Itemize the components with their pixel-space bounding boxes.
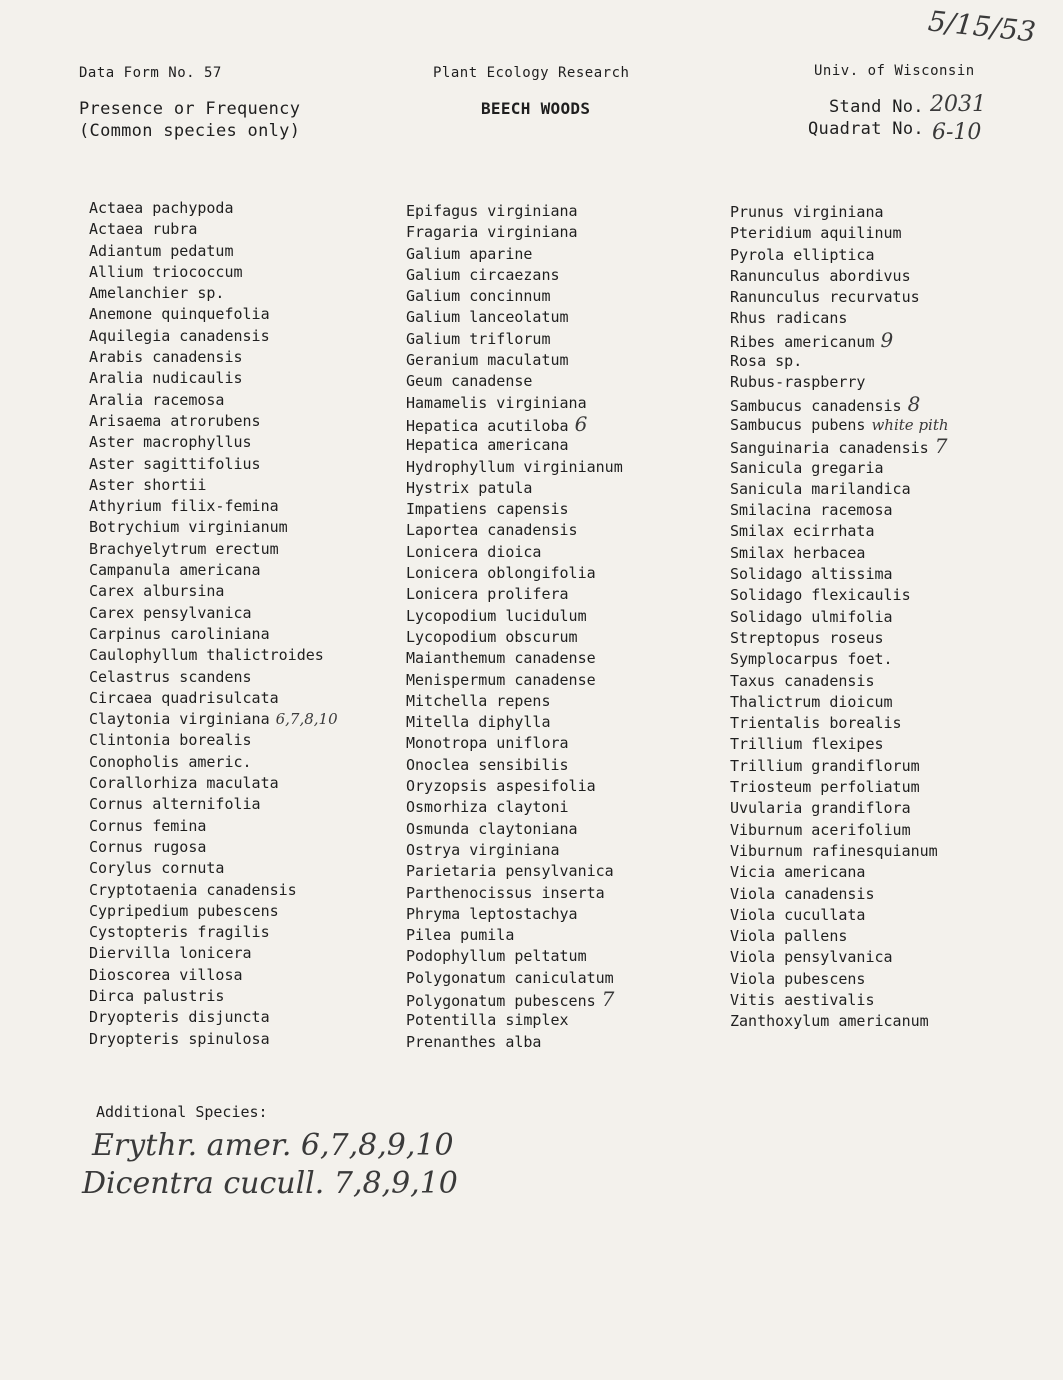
species-item (406, 840, 623, 861)
species-name: Aster sagittifolius (89, 454, 261, 473)
species-item (730, 841, 949, 862)
species-name: Anemone quinquefolia (89, 305, 270, 324)
species-name: Ostrya virginiana (406, 840, 560, 859)
species-name: Prenanthes alba (406, 1032, 542, 1051)
species-item (89, 475, 338, 496)
species-name: Lycopodium obscurum (406, 627, 578, 646)
species-item (730, 820, 949, 841)
species-item (730, 777, 949, 798)
center-title: Plant Ecology Research (433, 65, 630, 81)
species-item (406, 883, 623, 904)
species-item (730, 884, 949, 905)
species-name: Ranunculus recurvatus (730, 288, 920, 307)
species-name: Symplocarpus foet. (730, 650, 893, 669)
species-item (730, 1011, 949, 1032)
species-item (89, 709, 338, 730)
species-name: Vicia americana (730, 863, 866, 882)
species-name: Solidago altissima (730, 565, 893, 584)
species-item (406, 968, 623, 989)
species-item (89, 432, 338, 453)
species-item (406, 350, 623, 371)
species-name: Hepatica acutiloba (406, 416, 569, 435)
species-name: Trillium grandiflorum (730, 756, 920, 775)
species-item (89, 539, 338, 560)
species-name: Actaea rubra (89, 220, 198, 239)
additional-species-entry: Dicentra cucull. 7,8,9,10 (82, 1166, 458, 1201)
species-name: Lonicera dioica (406, 542, 542, 561)
species-name: Potentilla simplex (406, 1011, 569, 1030)
species-column-3 (730, 202, 949, 1033)
species-item (406, 520, 623, 541)
species-name: Corallorhiza maculata (89, 774, 279, 793)
form-type-line2: (Common species only) (79, 121, 301, 141)
species-item (89, 688, 338, 709)
species-item (406, 606, 623, 627)
species-item (406, 691, 623, 712)
species-name: Sambucus pubens (730, 415, 866, 434)
species-name: Conopholis americ. (89, 752, 252, 771)
species-item (406, 584, 623, 605)
species-name: Dryopteris disjuncta (89, 1008, 270, 1027)
species-name: Hamamelis virginiana (406, 393, 587, 412)
species-item (730, 692, 949, 713)
species-item (730, 649, 949, 670)
species-item (730, 479, 949, 500)
species-name: Viola canadensis (730, 884, 875, 903)
species-item (730, 223, 949, 244)
species-name: Laportea canadensis (406, 521, 578, 540)
species-item (406, 1032, 623, 1053)
handwritten-date: 5/15/53 (926, 4, 1038, 49)
species-item (730, 500, 949, 521)
species-item (406, 733, 623, 754)
species-column-2 (406, 201, 623, 1053)
species-item (406, 201, 623, 222)
species-name: Clintonia borealis (89, 731, 252, 750)
species-item (89, 390, 338, 411)
species-item (730, 905, 949, 926)
species-name: Polygonatum pubescens (406, 991, 596, 1010)
species-item (406, 411, 623, 436)
species-name: Sambucus canadensis (730, 396, 902, 415)
species-item (406, 648, 623, 669)
species-name: Athyrium filix-femina (89, 497, 279, 516)
species-item (406, 904, 623, 925)
species-column-1 (89, 198, 338, 1050)
species-name: Monotropa uniflora (406, 734, 569, 753)
species-item (89, 262, 338, 283)
handwritten-note: 7 (934, 434, 948, 459)
species-name: Viola pubescens (730, 969, 866, 988)
species-name: Brachyelytrum erectum (89, 539, 279, 558)
species-name: Allium triococcum (89, 262, 243, 281)
species-name: Menispermum canadense (406, 670, 596, 689)
species-name: Botrychium virginianum (89, 518, 288, 537)
species-item (406, 265, 623, 286)
handwritten-note: 7 (601, 986, 615, 1011)
additional-species-label: Additional Species: (96, 1103, 268, 1121)
species-item (730, 308, 949, 329)
species-item (89, 816, 338, 837)
species-item (730, 202, 949, 223)
species-name: Dioscorea villosa (89, 965, 243, 984)
species-name: Smilax herbacea (730, 543, 866, 562)
species-item (730, 287, 949, 308)
species-name: Carpinus caroliniana (89, 624, 270, 643)
species-item (89, 368, 338, 389)
species-item (406, 457, 623, 478)
species-item (89, 752, 338, 773)
species-item (89, 858, 338, 879)
species-item (406, 819, 623, 840)
species-item (730, 351, 949, 372)
species-item (89, 219, 338, 240)
species-item (89, 986, 338, 1007)
species-item (89, 347, 338, 368)
species-item (89, 794, 338, 815)
species-name: Viola pensylvanica (730, 948, 893, 967)
species-name: Cypripedium pubescens (89, 901, 279, 920)
species-name: Epifagus virginiana (406, 202, 578, 220)
species-name: Diervilla lonicera (89, 944, 252, 963)
quadrat-number-label: Quadrat No. (808, 119, 924, 139)
species-name: Rubus-raspberry (730, 373, 866, 392)
institution-label: Univ. of Wisconsin (814, 63, 975, 79)
species-name: Ranunculus abordivus (730, 266, 911, 285)
species-item (730, 372, 949, 393)
species-item (89, 198, 338, 219)
species-name: Parthenocissus inserta (406, 883, 605, 902)
species-item (730, 756, 949, 777)
species-name: Ribes americanum (730, 332, 875, 351)
species-item (89, 603, 338, 624)
species-name: Dirca palustris (89, 986, 225, 1005)
species-item (406, 776, 623, 797)
species-name: Caulophyllum thalictroides (89, 646, 324, 665)
species-item (89, 730, 338, 751)
species-item (730, 415, 949, 436)
species-name: Solidago ulmifolia (730, 607, 893, 626)
species-item (406, 1010, 623, 1031)
form-type-line1: Presence or Frequency (79, 99, 301, 119)
species-name: Smilax ecirrhata (730, 522, 875, 541)
species-item (730, 862, 949, 883)
species-name: Adiantum pedatum (89, 241, 234, 260)
species-item (730, 327, 949, 352)
species-item (89, 304, 338, 325)
species-name: Aralia racemosa (89, 390, 225, 409)
species-name: Circaea quadrisulcata (89, 688, 279, 707)
species-item (89, 773, 338, 794)
quadrat-number-value: 6-10 (932, 120, 982, 145)
species-item (730, 713, 949, 734)
species-name: Podophyllum peltatum (406, 947, 587, 966)
species-item (89, 454, 338, 475)
species-name: Galium triflorum (406, 329, 551, 348)
species-item (406, 861, 623, 882)
species-item (730, 266, 949, 287)
species-item (730, 926, 949, 947)
species-item (406, 797, 623, 818)
species-name: Claytonia virginiana (89, 710, 270, 729)
species-name: Viburnum rafinesquianum (730, 841, 938, 860)
species-item (730, 990, 949, 1011)
species-name: Celastrus scandens (89, 667, 252, 686)
species-name: Polygonatum caniculatum (406, 968, 614, 987)
species-name: Viburnum acerifolium (730, 820, 911, 839)
species-name: Fragaria virginiana (406, 223, 578, 242)
species-name: Phryma leptostachya (406, 904, 578, 923)
species-name: Viola cucullata (730, 905, 866, 924)
species-name: Aster macrophyllus (89, 433, 252, 452)
species-item (730, 947, 949, 968)
species-item (406, 244, 623, 265)
species-name: Uvularia grandiflora (730, 799, 911, 818)
species-item (406, 393, 623, 414)
species-name: Galium aparine (406, 244, 533, 263)
species-item (406, 371, 623, 392)
species-item (89, 326, 338, 347)
species-name: Zanthoxylum americanum (730, 1012, 929, 1031)
species-item (730, 458, 949, 479)
species-name: Onoclea sensibilis (406, 755, 569, 774)
species-item (89, 1007, 338, 1028)
species-item (406, 925, 623, 946)
species-item (730, 521, 949, 542)
additional-species-entry: Erythr. amer. 6,7,8,9,10 (92, 1128, 454, 1163)
species-item (406, 946, 623, 967)
species-name: Sanicula marilandica (730, 479, 911, 498)
species-item (406, 986, 623, 1011)
species-item (89, 837, 338, 858)
species-item (730, 585, 949, 606)
species-name: Impatiens capensis (406, 500, 569, 519)
species-item (406, 478, 623, 499)
handwritten-note: 9 (880, 327, 894, 352)
species-item (89, 411, 338, 432)
species-item (89, 943, 338, 964)
species-item (89, 901, 338, 922)
species-item (406, 563, 623, 584)
species-item (89, 922, 338, 943)
species-name: Galium concinnum (406, 287, 551, 306)
species-name: Cornus alternifolia (89, 795, 261, 814)
species-name: Mitchella repens (406, 691, 551, 710)
species-name: Galium lanceolatum (406, 308, 569, 327)
handwritten-note: 6,7,8,10 (275, 710, 338, 729)
species-name: Sanguinaria canadensis (730, 439, 929, 458)
species-item (406, 712, 623, 733)
species-name: Galium circaezans (406, 265, 560, 284)
species-item (730, 969, 949, 990)
species-item (406, 627, 623, 648)
species-item (406, 222, 623, 243)
species-name: Rhus radicans (730, 309, 848, 328)
species-item (89, 581, 338, 602)
species-name: Lonicera prolifera (406, 585, 569, 604)
species-name: Viola pallens (730, 927, 848, 946)
species-name: Thalictrum dioicum (730, 692, 893, 711)
species-name: Carex albursina (89, 582, 225, 601)
species-name: Osmunda claytoniana (406, 819, 578, 838)
species-item (730, 543, 949, 564)
species-name: Trillium flexipes (730, 735, 884, 754)
species-name: Amelanchier sp. (89, 284, 225, 303)
species-name: Rosa sp. (730, 352, 803, 371)
species-item (406, 329, 623, 350)
species-name: Osmorhiza claytoni (406, 798, 569, 817)
handwritten-note: 6 (574, 411, 588, 436)
species-name: Aralia nudicaulis (89, 369, 243, 388)
species-name: Aster shortii (89, 475, 207, 494)
species-name: Corylus cornuta (89, 859, 225, 878)
species-name: Prunus virginiana (730, 203, 884, 221)
species-item (89, 645, 338, 666)
species-name: Pyrola elliptica (730, 245, 875, 264)
species-name: Maianthemum canadense (406, 649, 596, 668)
species-item (406, 499, 623, 520)
species-item (89, 965, 338, 986)
species-name: Streptopus roseus (730, 628, 884, 647)
species-name: Carex pensylvanica (89, 603, 252, 622)
species-item (406, 542, 623, 563)
species-name: Smilacina racemosa (730, 501, 893, 520)
species-item (89, 517, 338, 538)
species-item (89, 667, 338, 688)
species-item (730, 671, 949, 692)
species-name: Triosteum perfoliatum (730, 778, 920, 797)
species-item (406, 755, 623, 776)
species-name: Cornus femina (89, 816, 207, 835)
species-item (89, 241, 338, 262)
species-item (406, 670, 623, 691)
species-name: Geum canadense (406, 372, 533, 391)
species-item (89, 1029, 338, 1050)
species-name: Cystopteris fragilis (89, 923, 270, 942)
species-name: Geranium maculatum (406, 351, 569, 370)
species-name: Oryzopsis aspesifolia (406, 777, 596, 796)
species-name: Lonicera oblongifolia (406, 564, 596, 583)
species-name: Pilea pumila (406, 926, 515, 945)
species-name: Cornus rugosa (89, 837, 207, 856)
handwritten-note: 8 (907, 391, 921, 416)
species-name: Arabis canadensis (89, 348, 243, 367)
species-name: Arisaema atrorubens (89, 411, 261, 430)
species-item (89, 496, 338, 517)
species-name: Taxus canadensis (730, 671, 875, 690)
species-item (730, 798, 949, 819)
species-item (89, 624, 338, 645)
species-name: Aquilegia canadensis (89, 326, 270, 345)
species-name: Solidago flexicaulis (730, 586, 911, 605)
species-name: Cryptotaenia canadensis (89, 880, 297, 899)
handwritten-note: white pith (871, 415, 949, 434)
species-name: Hydrophyllum virginianum (406, 457, 623, 476)
species-item (89, 283, 338, 304)
species-name: Sanicula gregaria (730, 458, 884, 477)
species-item (730, 391, 949, 416)
species-item (730, 734, 949, 755)
species-name: Pteridium aquilinum (730, 224, 902, 243)
form-number-label: Data Form No. 57 (79, 65, 222, 81)
species-item (406, 435, 623, 456)
species-name: Dryopteris spinulosa (89, 1029, 270, 1048)
species-name: Parietaria pensylvanica (406, 862, 614, 881)
species-name: Vitis aestivalis (730, 990, 875, 1009)
species-item (89, 880, 338, 901)
species-name: Lycopodium lucidulum (406, 606, 587, 625)
species-item (730, 628, 949, 649)
species-item (730, 245, 949, 266)
species-item (406, 307, 623, 328)
species-name: Trientalis borealis (730, 714, 902, 733)
species-name: Hystrix patula (406, 478, 533, 497)
species-item (730, 436, 949, 457)
species-name: Hepatica americana (406, 436, 569, 455)
stand-number-value: 2031 (930, 92, 986, 117)
species-name: Campanula americana (89, 561, 261, 580)
stand-number-label: Stand No. (829, 97, 924, 117)
community-title: BEECH WOODS (481, 99, 591, 118)
species-name: Mitella diphylla (406, 713, 551, 732)
species-name: Actaea pachypoda (89, 199, 234, 217)
species-item (730, 607, 949, 628)
species-item (730, 564, 949, 585)
species-item (89, 560, 338, 581)
species-item (406, 286, 623, 307)
